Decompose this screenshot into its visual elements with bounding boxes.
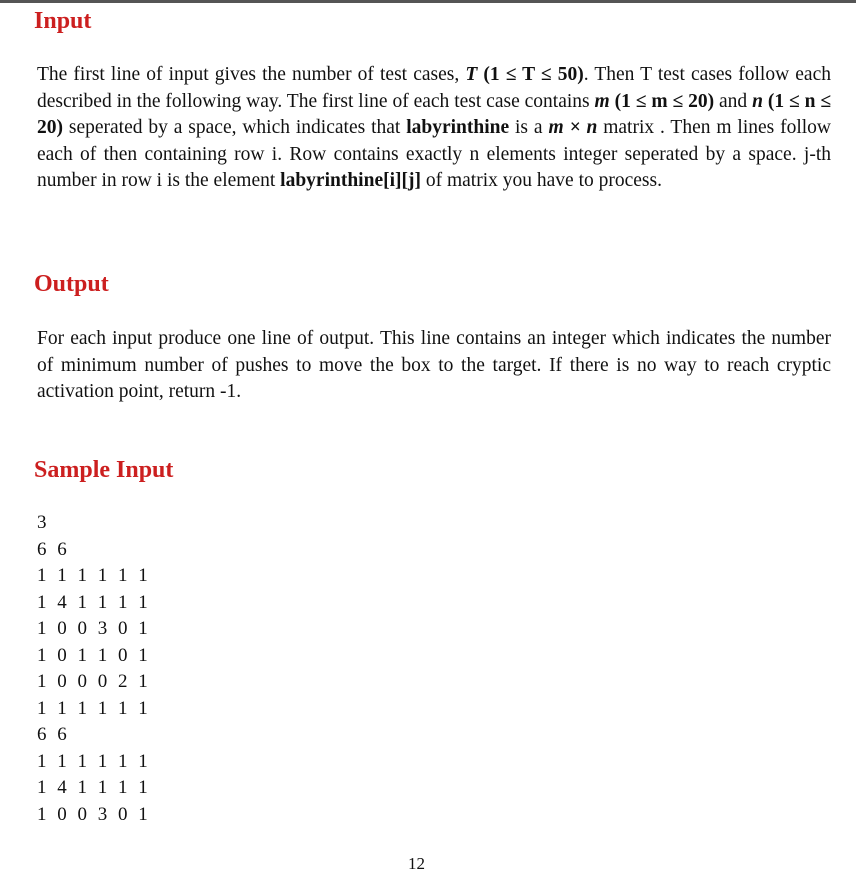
input-text-2: . Then T test cases follow each described in the following way. The first line of each test case contains [37,64,831,112]
sample-line: 6 6 [37,724,70,745]
sample-line: 1 0 0 3 0 1 [37,618,151,639]
sample-input-title: Sample Input [34,457,174,483]
sample-line: 1 0 1 1 0 1 [37,644,151,666]
page-top-rule [0,0,856,3]
input-text-7: of matrix you have to process. [420,170,662,191]
sample-line: 6 6 [37,538,70,560]
math-T-range: (1 ≤ T ≤ 50) [483,64,584,85]
math-n: n [752,90,763,112]
input-text-5: is a [509,117,549,138]
output-description: For each input produce one line of output. This line contains an integer which indicates the number of minimum number of pushes to move the box to the target. If there is no way to reach cryptic activation point, return -1. [37,328,831,402]
sample-line: 1 1 1 1 1 1 [37,750,151,772]
math-m-range: (1 ≤ m ≤ 20) [614,90,715,112]
input-section-title: Input [34,8,92,34]
input-text-3: and [714,90,753,112]
input-text-4: seperated by a space, which indicates that [63,117,407,138]
labyrinthine-term: labyrinthine [406,117,510,138]
sample-line: 1 1 1 1 1 1 [37,697,151,719]
page-number: 12 [408,854,425,873]
sample-input-block [37,510,151,828]
sample-line: 1 4 1 1 1 1 [37,777,151,798]
sample-line: 1 4 1 1 1 1 [37,591,151,613]
labyrinthine-element-term: labyrinthine[i][j] [280,170,421,191]
math-m-x-n: m × n [548,117,598,138]
input-description [37,62,831,195]
input-text-1: The first line of input gives the number of test cases, [37,64,466,85]
sample-line: 1 0 0 0 2 1 [37,671,151,692]
output-section-title: Output [34,271,109,297]
sample-line: 1 1 1 1 1 1 [37,565,151,586]
math-T: T [465,64,478,85]
math-m: m [594,90,610,112]
math-n-range: (1 ≤ n ≤ 20) [37,90,832,138]
sample-line: 1 0 0 3 0 1 [37,803,151,825]
input-text-6: matrix . Then m lines follow each of then containing row i. Row contains exactly n elements integer seperated by a space. j-th number in row i is the element [37,117,832,191]
sample-line: 3 [37,512,50,533]
